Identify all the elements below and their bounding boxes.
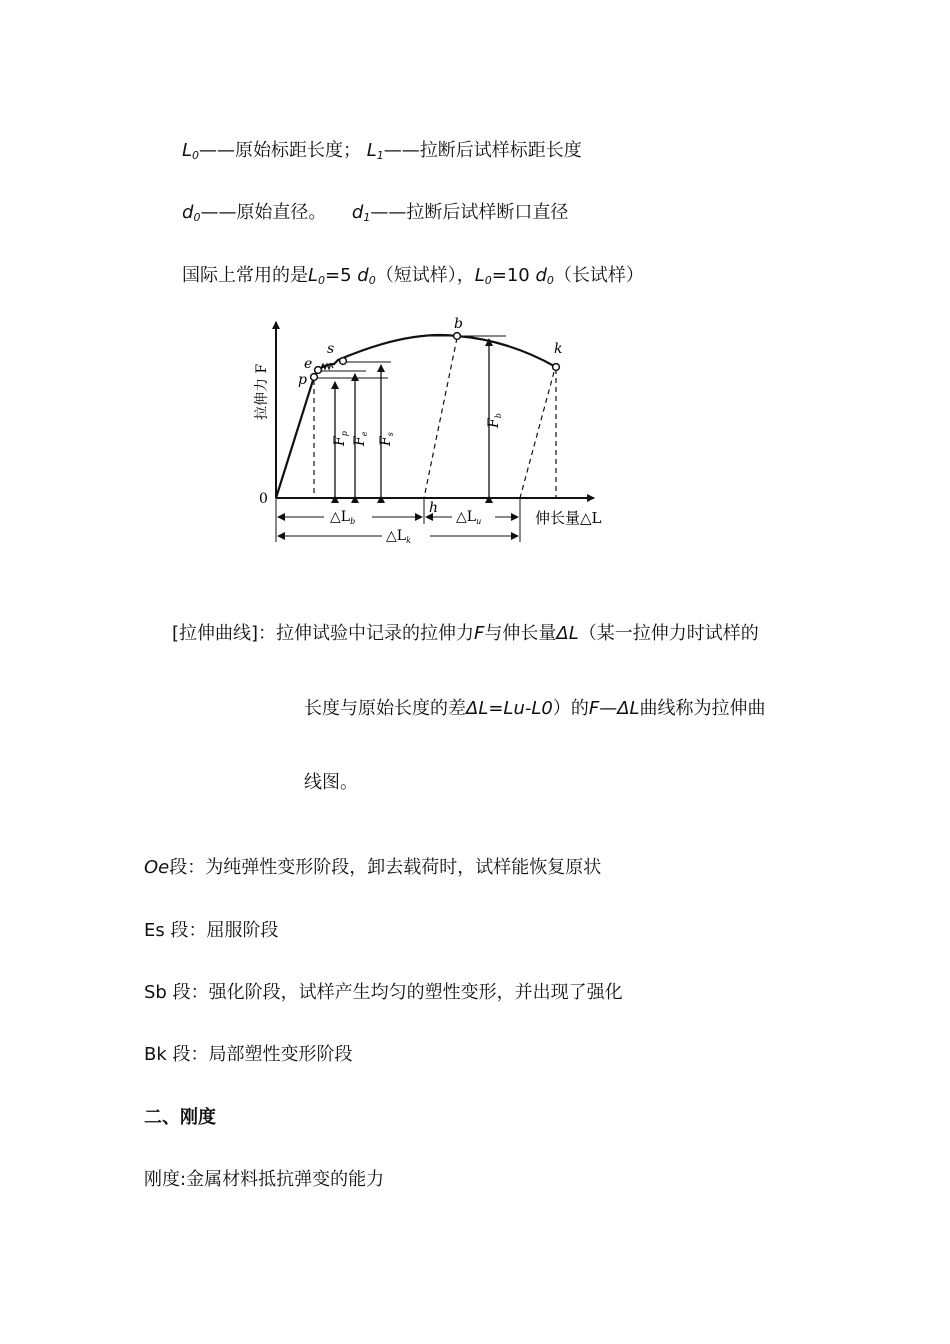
standard-d0-subscript-2: 0 <box>546 274 554 287</box>
standard-l0-subscript: 0 <box>318 274 326 287</box>
tensile-curve-symbol: F—ΔL <box>588 698 640 719</box>
standard-d0-symbol: d <box>357 265 369 286</box>
stage-oe-desc: 段：为纯弹性变形阶段，卸去载荷时，试样能恢复原状 <box>169 857 602 878</box>
point-s-marker <box>340 358 347 365</box>
stage-bk: Bk 段：局部塑性变形阶段 <box>144 1044 353 1065</box>
l0-subscript: 0 <box>192 149 200 162</box>
point-p-marker <box>311 374 318 381</box>
label-b: b <box>454 316 463 332</box>
label-origin: 0 <box>259 491 268 507</box>
d1-symbol: d <box>351 202 364 223</box>
x-axis-label: 伸长量△L <box>535 509 602 527</box>
tensile-f-symbol: F <box>474 623 485 644</box>
l1-subscript: 1 <box>376 149 384 162</box>
tensile-text-d: 长度与原始长度的差 <box>304 698 466 719</box>
definition-l0-l1 <box>182 139 582 168</box>
dim-lu-label: $\triangle L_u$ <box>456 509 482 526</box>
label-e: e <box>304 356 313 372</box>
standard-d0-symbol-2: d <box>535 265 547 286</box>
section-heading: 二、刚度 <box>144 1107 216 1128</box>
dashed-unload-b <box>424 338 457 498</box>
point-k-marker <box>553 364 560 371</box>
d1-description: ——拉断后试样断口直径 <box>370 202 569 223</box>
dashed-unload-k <box>520 372 554 498</box>
l1-symbol: L <box>366 140 377 161</box>
l0-description: ——原始标距长度； <box>199 140 362 161</box>
d0-description: ——原始直径。 <box>200 202 327 223</box>
stage-oe-name: Oe <box>144 857 170 878</box>
tensile-text-b: 与伸长量 <box>484 623 557 644</box>
tensile-text-a: [拉伸曲线]：拉伸试验中记录的拉伸力 <box>172 623 475 644</box>
fp-label: $F_p$ <box>332 431 349 446</box>
label-s: s <box>327 341 335 357</box>
specimen-standard <box>182 264 644 293</box>
tensile-text-c: （某一拉伸力时试样的 <box>578 623 759 644</box>
label-k: k <box>554 341 563 357</box>
standard-l0-subscript-2: 0 <box>484 274 492 287</box>
fs-label: $F_s$ <box>378 432 395 446</box>
stage-sb: Sb 段：强化阶段，试样产生均匀的塑性变形，并出现了强化 <box>144 982 623 1003</box>
fb-label: $F_b$ <box>486 413 503 428</box>
tensile-curve <box>276 335 556 498</box>
stiffness-definition: 刚度:金属材料抵抗弹变的能力 <box>144 1169 385 1190</box>
standard-l0-symbol-2: L <box>474 265 485 286</box>
fe-label: $F_e$ <box>352 431 369 446</box>
standard-l0-symbol: L <box>308 265 319 286</box>
tensile-curve-line-3 <box>304 771 358 795</box>
tensile-curve-line-2 <box>304 697 766 721</box>
d0-symbol: d <box>182 202 194 223</box>
definition-d0-d1 <box>182 201 568 230</box>
tensile-text-e: ）的 <box>552 698 589 719</box>
tensile-text-f: 曲线称为拉伸曲 <box>639 698 766 719</box>
d0-subscript: 0 <box>193 211 201 224</box>
standard-long-ratio: =10 <box>491 265 536 286</box>
l1-description: ——拉断后试样标距长度 <box>383 140 582 161</box>
tensile-curve-line-1 <box>172 622 759 646</box>
l0-symbol: L <box>182 140 193 161</box>
dim-lk-label: $\triangle L_k$ <box>386 528 411 545</box>
label-h: h <box>429 500 439 516</box>
d1-subscript: 1 <box>363 211 371 224</box>
point-e-marker <box>315 367 322 374</box>
standard-short-note: （短试样）， <box>375 265 475 286</box>
standard-long-note: （长试样） <box>553 265 644 286</box>
stage-oe <box>144 856 601 880</box>
label-p: p <box>298 372 307 388</box>
stage-es: Es 段：屈服阶段 <box>144 920 279 941</box>
dim-lb-label: $\triangle L_b$ <box>330 509 356 526</box>
standard-d0-subscript: 0 <box>368 274 376 287</box>
y-axis-label: 拉伸力 F <box>254 363 270 420</box>
point-b-marker <box>454 333 461 340</box>
standard-prefix: 国际上常用的是 <box>182 265 308 286</box>
tensile-curve-diagram <box>248 312 628 548</box>
standard-short-ratio: =5 <box>325 265 358 286</box>
tensile-formula: ΔL=Lu-L0 <box>466 698 553 719</box>
tensile-dl-symbol: ΔL <box>556 623 579 644</box>
tensile-text-g: 线图。 <box>304 772 358 793</box>
